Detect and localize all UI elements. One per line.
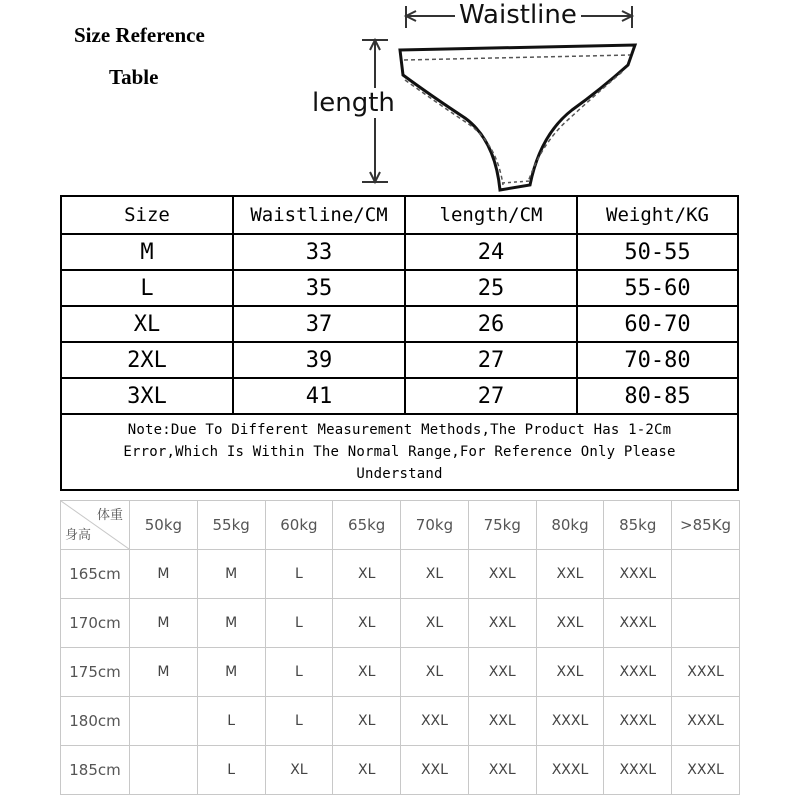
size-cell: XXL	[536, 599, 604, 648]
size-cell: XXXL	[672, 746, 740, 795]
size-cell: XXL	[401, 746, 469, 795]
weight-cell: 55-60	[577, 270, 738, 306]
weight-header: 55kg	[197, 501, 265, 550]
length-cell: 25	[405, 270, 577, 306]
size-cell: L	[265, 599, 333, 648]
header-size: Size	[61, 196, 233, 234]
size-cell: XL	[265, 746, 333, 795]
size-cell: M	[130, 550, 198, 599]
corner-cell	[61, 501, 130, 550]
size-cell: M	[197, 599, 265, 648]
size-cell: XXXL	[604, 550, 672, 599]
size-row	[61, 378, 738, 414]
size-cell: XL	[333, 550, 401, 599]
title-line-2: Table	[109, 65, 159, 89]
size-cell: L	[265, 648, 333, 697]
height-row	[61, 599, 740, 648]
height-label: 165cm	[61, 550, 130, 599]
weight-header-row	[61, 501, 740, 550]
size-row	[61, 270, 738, 306]
corner-weight-label: 体重	[96, 508, 123, 523]
height-row	[61, 697, 740, 746]
size-cell: XXL	[536, 648, 604, 697]
size-table-header	[61, 196, 738, 234]
height-label: 180cm	[61, 697, 130, 746]
weight-header: 75kg	[468, 501, 536, 550]
note-row	[61, 414, 738, 490]
weight-cell: 80-85	[577, 378, 738, 414]
size-cell	[130, 697, 198, 746]
height-label: 170cm	[61, 599, 130, 648]
header-length: length/CM	[405, 196, 577, 234]
size-table	[60, 195, 739, 491]
weight-header: 80kg	[536, 501, 604, 550]
size-cell: M	[61, 234, 233, 270]
size-cell: L	[197, 697, 265, 746]
size-cell: XXXL	[536, 746, 604, 795]
size-cell: XL	[333, 599, 401, 648]
size-cell: XL	[401, 550, 469, 599]
size-cell: XXXL	[672, 697, 740, 746]
size-cell: XXXL	[604, 648, 672, 697]
height-weight-chart	[60, 500, 740, 800]
size-cell: 3XL	[61, 378, 233, 414]
header-weight: Weight/KG	[577, 196, 738, 234]
size-cell: XL	[333, 648, 401, 697]
size-cell: L	[61, 270, 233, 306]
weight-cell: 70-80	[577, 342, 738, 378]
size-cell	[130, 746, 198, 795]
corner-height-label: 身高	[65, 528, 92, 543]
weight-cell: 50-55	[577, 234, 738, 270]
size-cell: 2XL	[61, 342, 233, 378]
measurement-note: Note:Due To Different Measurement Methods,The Product Has 1-2Cm Error,Which Is Within The Normal Range,For Reference Only Please Understand	[61, 414, 738, 490]
weight-header: 85kg	[604, 501, 672, 550]
weight-header: 65kg	[333, 501, 401, 550]
size-cell: M	[130, 599, 198, 648]
waist-cell: 35	[233, 270, 405, 306]
size-cell: XXL	[401, 697, 469, 746]
waist-cell: 33	[233, 234, 405, 270]
garment-diagram	[300, 0, 660, 195]
size-cell: XXXL	[672, 648, 740, 697]
size-cell	[672, 599, 740, 648]
size-cell: XXL	[468, 648, 536, 697]
length-cell: 26	[405, 306, 577, 342]
height-row	[61, 648, 740, 697]
size-cell: XXL	[468, 599, 536, 648]
length-cell: 27	[405, 342, 577, 378]
weight-cell: 60-70	[577, 306, 738, 342]
waist-cell: 41	[233, 378, 405, 414]
size-cell: XL	[401, 648, 469, 697]
weight-header: >85Kg	[672, 501, 740, 550]
size-cell: XL	[61, 306, 233, 342]
height-row	[61, 746, 740, 795]
height-label: 185cm	[61, 746, 130, 795]
size-cell: L	[197, 746, 265, 795]
size-row	[61, 342, 738, 378]
size-cell: M	[130, 648, 198, 697]
waist-cell: 37	[233, 306, 405, 342]
waist-cell: 39	[233, 342, 405, 378]
size-cell: L	[265, 550, 333, 599]
height-weight-table	[60, 500, 740, 795]
size-cell: M	[197, 648, 265, 697]
size-row	[61, 306, 738, 342]
height-row	[61, 550, 740, 599]
weight-header: 50kg	[130, 501, 198, 550]
size-cell: XXXL	[604, 599, 672, 648]
weight-header: 60kg	[265, 501, 333, 550]
size-cell: XXXL	[604, 697, 672, 746]
length-cell: 27	[405, 378, 577, 414]
size-cell: M	[197, 550, 265, 599]
size-cell: XXL	[468, 697, 536, 746]
size-cell: XXL	[468, 746, 536, 795]
size-cell: XL	[401, 599, 469, 648]
weight-header: 70kg	[401, 501, 469, 550]
size-cell: L	[265, 697, 333, 746]
length-cell: 24	[405, 234, 577, 270]
height-label: 175cm	[61, 648, 130, 697]
size-cell	[672, 550, 740, 599]
size-cell: XXL	[468, 550, 536, 599]
size-cell: XL	[333, 697, 401, 746]
size-cell: XXXL	[604, 746, 672, 795]
title-line-1: Size Reference	[74, 23, 205, 47]
waistline-label: Waistline	[455, 0, 581, 30]
size-cell: XXXL	[536, 697, 604, 746]
size-row	[61, 234, 738, 270]
size-cell: XXL	[536, 550, 604, 599]
length-label: length	[312, 88, 395, 118]
header-waistline: Waistline/CM	[233, 196, 405, 234]
size-cell: XL	[333, 746, 401, 795]
